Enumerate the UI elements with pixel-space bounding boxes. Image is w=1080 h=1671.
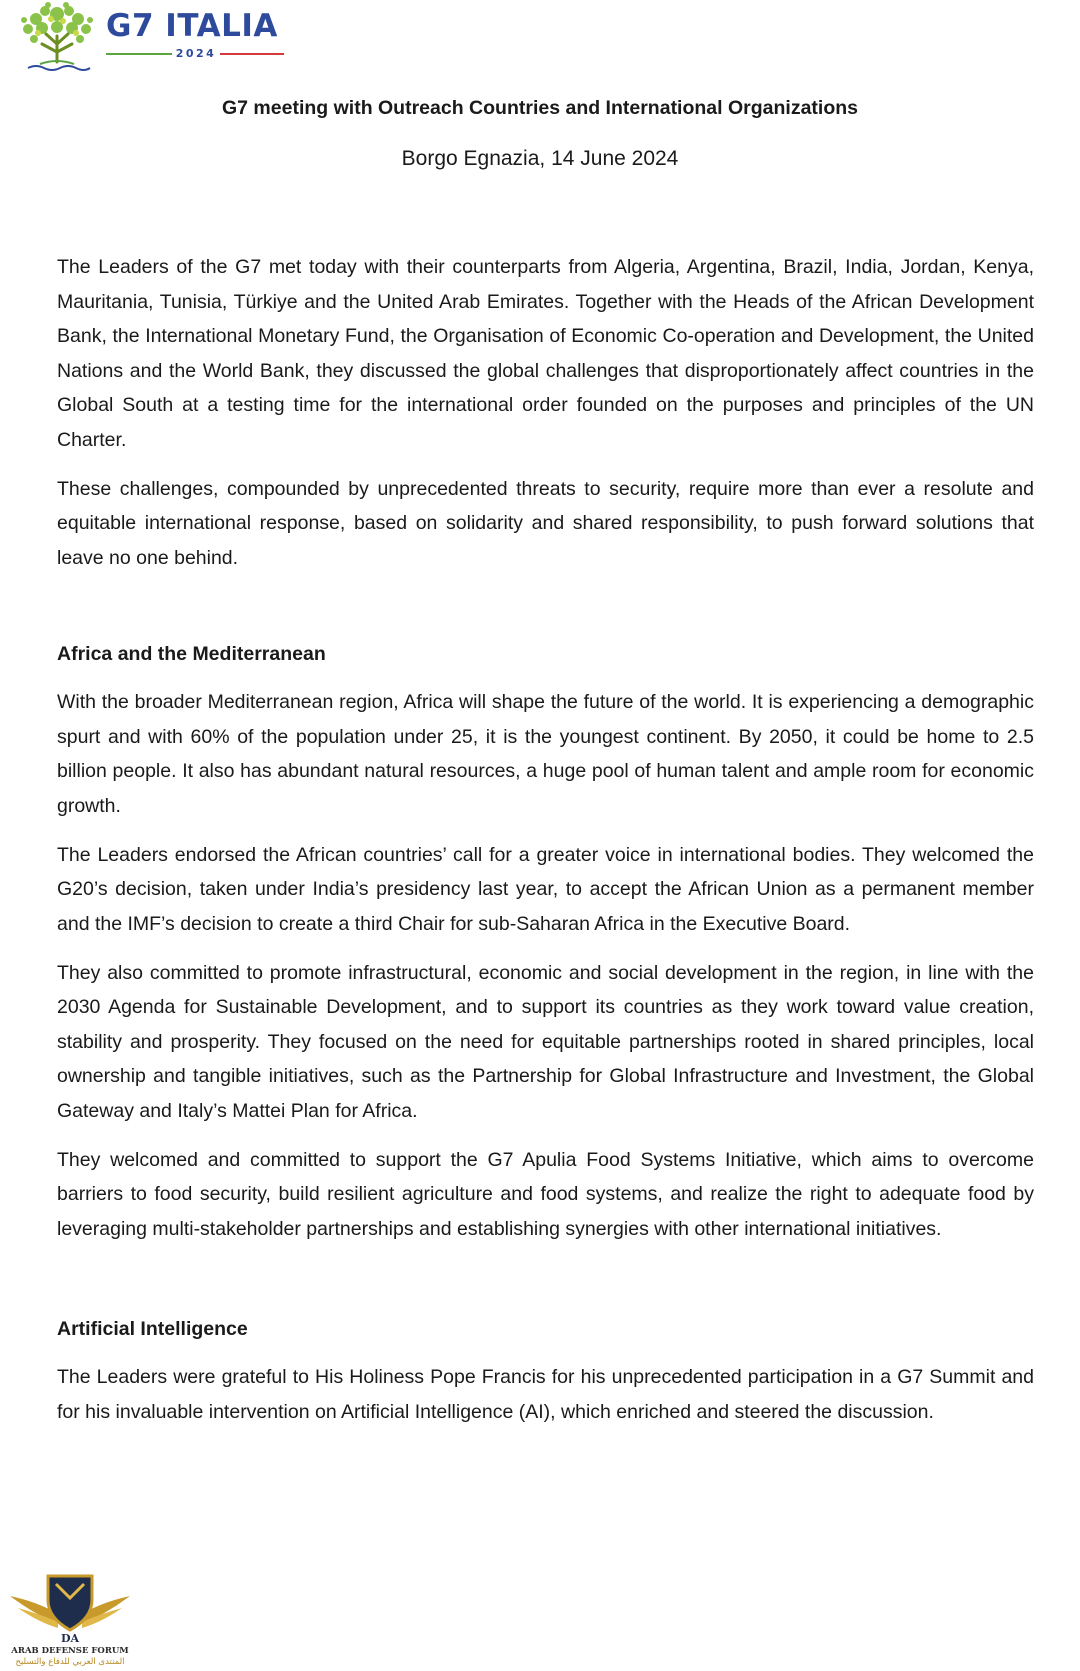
logo-wordmark: G7 ITALIA — [106, 8, 278, 44]
paragraph-pope-ai: The Leaders were grateful to His Holiness Pope Francis for his unprecedented participation in a G7 Summit and for his invaluable intervention on Artificial Intelligence (AI), which enriched and steered the discussion. — [57, 1366, 1034, 1423]
watermark-monogram: DA — [60, 1632, 80, 1645]
watermark-name-ar: المنتدى العربي للدفاع والتسليح — [15, 1657, 125, 1667]
g7-italia-logo — [14, 0, 284, 76]
document-body — [57, 250, 1034, 1444]
eagle-shield-icon — [8, 1558, 132, 1646]
section-heading-ai: Artificial Intelligence — [57, 1318, 248, 1340]
paragraph-intro: The Leaders of the G7 met today with their counterparts from Algeria, Argentina, Brazil, India, Jordan, Kenya, Mauritania, Tunisia, Türkiye and the United Arab Emirates. Together with the Heads of the African Development Bank, the International Monetary Fund, the Organisation of Economic Co-operation and Development, the United Nations and the World Bank, they discussed the global challenges that disproportionately affect countries in the Global South at a testing time for the international order founded on the purposes and principles of the UN Charter. — [57, 256, 1034, 451]
arab-defense-forum-watermark — [8, 1558, 132, 1668]
document-location-date: Borgo Egnazia, 14 June 2024 — [401, 147, 679, 170]
paragraph-challenges: These challenges, compounded by unprecedented threats to security, require more than ever a resolute and equitable international response, based on solidarity and shared responsibility, to push forward solutions that leave no one behind. — [57, 477, 1034, 569]
paragraph-african-voice: The Leaders endorsed the African countries’ call for a greater voice in international bodies. They welcomed the G20’s decision, taken under India’s presidency last year, to accept the African Union as a permanent member and the IMF’s decision to create a third Chair for sub-Saharan Africa in the Executive Board. — [57, 843, 1034, 935]
olive-tree-icon — [14, 0, 100, 72]
logo-red-line — [220, 53, 284, 55]
section-heading-africa: Africa and the Mediterranean — [57, 643, 326, 665]
logo-year-row — [106, 47, 284, 61]
document-title: G7 meeting with Outreach Countries and International Organizations — [222, 97, 858, 119]
paragraph-food-systems: They welcomed and committed to support the G7 Apulia Food Systems Initiative, which aims to overcome barriers to food security, build resilient agriculture and food systems, and realize the right to adequate food by leveraging multi-stakeholder partnerships and establishing synergies with other international initiatives. — [57, 1148, 1034, 1240]
watermark-name-en: ARAB DEFENSE FORUM — [11, 1646, 129, 1656]
logo-year: 2024 — [175, 47, 217, 60]
paragraph-africa-future: With the broader Mediterranean region, Africa will shape the future of the world. It is experiencing a demographic spurt and with 60% of the population under 25, it is the youngest continent. By 2050, it could be home to 2.5 billion people. It also has abundant natural resources, a huge pool of human talent and ample room for economic growth. — [57, 691, 1034, 817]
paragraph-development: They also committed to promote infrastructural, economic and social development in the region, in line with the 2030 Agenda for Sustainable Development, and to support its countries as they work toward value creation, stability and prosperity. They focused on the need for equitable partnerships rooted in shared principles, local ownership and tangible initiatives, such as the Partnership for Global Infrastructure and Investment, the Global Gateway and Italy’s Mattei Plan for Africa. — [57, 961, 1034, 1122]
logo-green-line — [106, 53, 172, 55]
